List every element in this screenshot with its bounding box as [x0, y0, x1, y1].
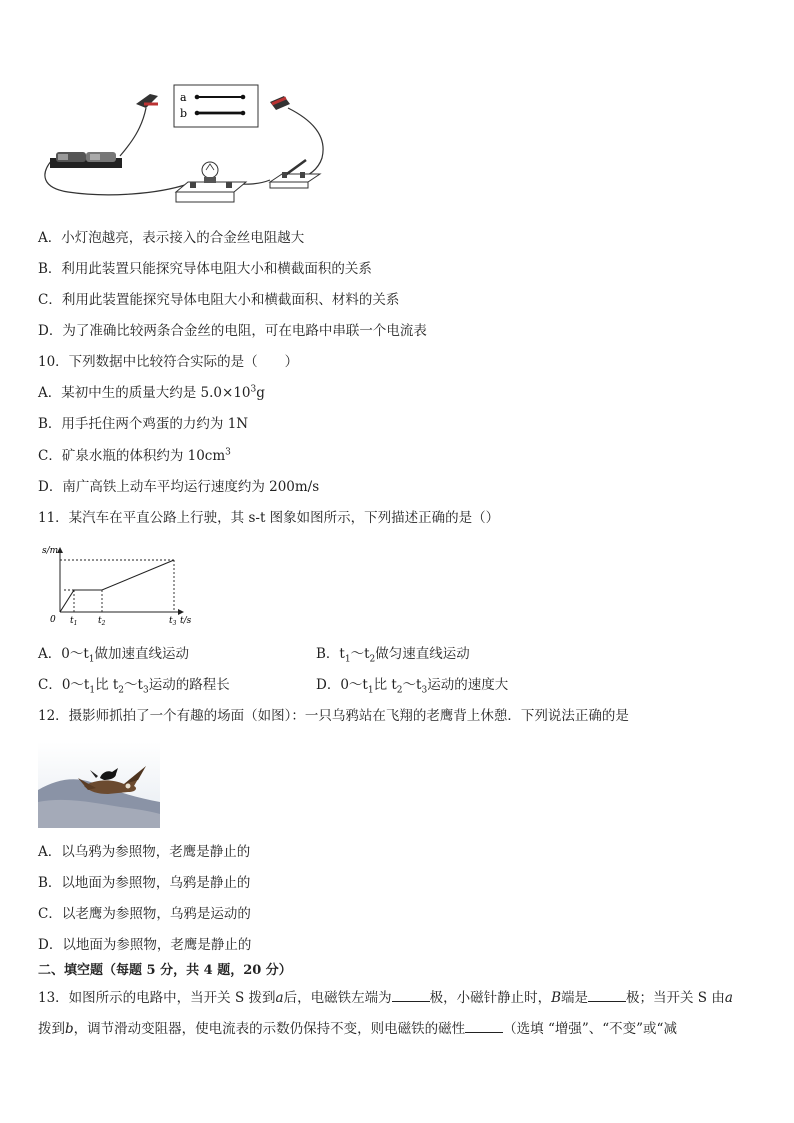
- st-graph-t3: $t_3$: [169, 616, 177, 627]
- q13-line-2: 拨到b，调节滑动变阻器，使电流表的示数仍保持不变，则电磁铁的磁性 （选填 “增强”、“不变”或“减: [38, 1021, 677, 1037]
- st-graph-ylabel: s/m: [42, 546, 59, 556]
- q11-option-b: B．$t_1\sim t_2$做匀速直线运动: [316, 646, 470, 665]
- q12-option-b: B．以地面为参照物，乌鸦是静止的: [38, 875, 251, 891]
- section-heading: 二、填空题（每题 5 分，共 4 题，20 分）: [38, 963, 292, 978]
- q12-option-d: D．以地面为参照物，老鹰是静止的: [38, 937, 252, 953]
- q10-option-b: B．用手托住两个鸡蛋的力约为 1N: [38, 416, 249, 432]
- q13-blank-3[interactable]: [465, 1019, 503, 1033]
- circuit-label-a: a: [180, 91, 187, 104]
- q9-option-a: A．小灯泡越亮，表示接入的合金丝电阻越大: [38, 230, 305, 246]
- q13-blank-1[interactable]: [392, 988, 430, 1002]
- q10-stem: 10．下列数据中比较符合实际的是（ ）: [38, 354, 299, 370]
- q12-option-a: A．以乌鸦为参照物，老鹰是静止的: [38, 844, 251, 860]
- q9-option-c: C．利用此装置能探究导体电阻大小和横截面积、材料的关系: [38, 292, 400, 308]
- crow-eagle-photo: [38, 742, 160, 828]
- circuit-label-b: b: [180, 107, 188, 120]
- q11-stem: 11．某汽车在平直公路上行驶，其 s-t 图象如图所示，下列描述正确的是（）: [38, 510, 500, 526]
- q13-blank-2[interactable]: [588, 988, 626, 1002]
- q12-option-c: C．以老鹰为参照物，乌鸦是运动的: [38, 906, 251, 922]
- q13-line-1: 13．如图所示的电路中，当开关 S 拨到a后，电磁铁左端为 极，小磁针静止时，B端是 极；当开关 S 由a: [38, 990, 733, 1006]
- st-graph: [38, 542, 198, 628]
- circuit-figure: [38, 84, 338, 210]
- q9-option-b: B．利用此装置只能探究导体电阻大小和横截面积的关系: [38, 261, 372, 277]
- st-graph-t2: $t_2$: [98, 616, 106, 627]
- q9-option-d: D．为了准确比较两条合金丝的电阻，可在电路中串联一个电流表: [38, 323, 427, 339]
- q10-option-c: C．矿泉水瓶的体积约为 $10cm^3$: [38, 447, 231, 464]
- st-graph-xlabel: t/s: [180, 616, 192, 626]
- q11-option-d: D．$0\sim t_1$比 $t_2\sim t_3$运动的速度大: [316, 677, 509, 696]
- q10-option-d: D．南广高铁上动车平均运行速度约为 200m/s: [38, 479, 320, 495]
- q10-option-a: A．某初中生的质量大约是 $5.0\times 10^3g$: [38, 384, 265, 401]
- st-graph-origin: 0: [50, 615, 56, 625]
- st-graph-t1: $t_1$: [70, 616, 78, 627]
- q11-option-a: A．$0\sim t_1$做加速直线运动: [38, 646, 189, 665]
- q11-option-c: C．$0\sim t_1$比 $t_2\sim t_3$运动的路程长: [38, 677, 230, 696]
- q12-stem: 12．摄影师抓拍了一个有趣的场面（如图）：一只乌鸦站在飞翔的老鹰背上休憩．下列说法正确的是: [38, 708, 629, 724]
